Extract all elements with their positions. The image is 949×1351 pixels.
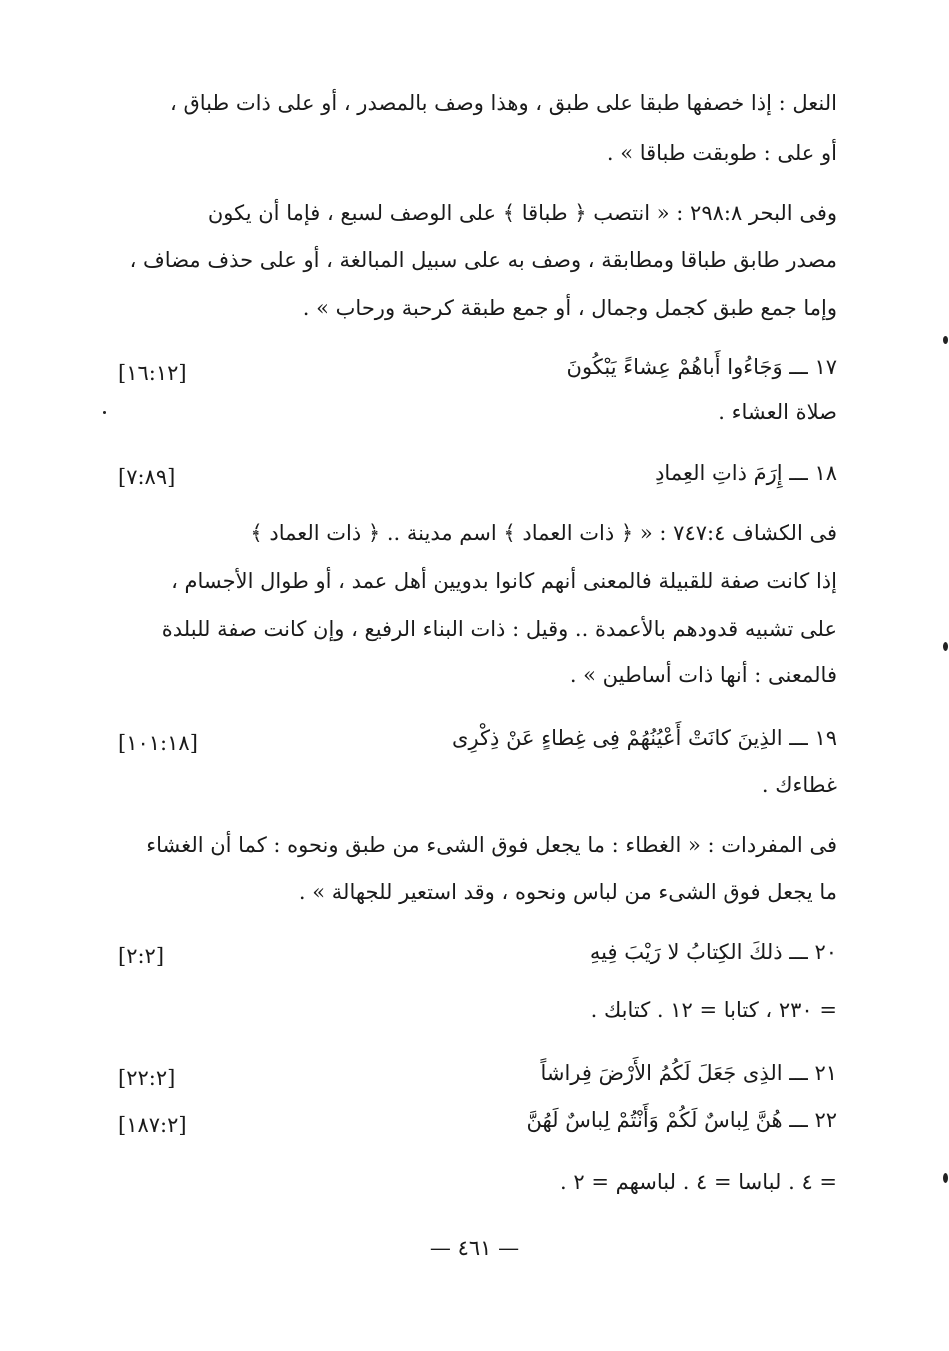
text-line: = ٢٣٠ ، كتابا = ١٢ . كتابك . xyxy=(590,998,837,1022)
text-line: فى الكشاف ٧٤٧:٤ : « ﴿ ذات العماد ﴾ اسم مدينة .. ﴿ ذات العماد ﴾ xyxy=(250,521,837,545)
verse-reference: [١٠١:١٨] xyxy=(118,731,198,755)
text-line: على تشبيه قدودهم بالأعمدة .. وقيل : ذات البناء الرفيع ، وإن كانت صفة للبلدة xyxy=(161,617,837,641)
text-line: صلاة العشاء . xyxy=(718,400,837,424)
verse-line: ١٩ ـــ الذِينَ كانَتْ أَعْيُنُهُمْ فِى غِطاءٍ عَنْ ذِكْرِى xyxy=(452,726,837,750)
verse-reference: [١٨٧:٢] xyxy=(118,1113,187,1137)
page-number: — ٤٦١ — xyxy=(429,1236,520,1260)
verse-reference: [٧:٨٩] xyxy=(118,465,176,489)
text-line: غطاءك . xyxy=(761,773,837,797)
scan-speck xyxy=(943,336,948,344)
verse-reference: [١٦:١٢] xyxy=(118,361,187,385)
verse-reference: [٢٢:٢] xyxy=(118,1066,176,1090)
verse-line: ٢١ ـــ الذِى جَعَلَ لَكُمُ الأَرْضَ فِراشاً xyxy=(540,1061,837,1085)
text-line: فالمعنى : أنها ذات أساطين » . xyxy=(569,663,837,687)
text-line: مصدر طابق طباقا ومطابقة ، وصف به على سبيل المبالغة ، أو على حذف مضاف ، xyxy=(129,248,837,272)
text-line: وإما جمع طبق كجمل وجمال ، أو جمع طبقة كرحبة ورحاب » . xyxy=(302,296,837,320)
verse-reference: [٢:٢] xyxy=(118,944,165,968)
text-line: وفى البحر ٢٩٨:٨ : « انتصب ﴿ طباقا ﴾ على الوصف لسبع ، فإما أن يكون xyxy=(207,201,837,225)
scan-speck xyxy=(943,642,948,651)
scan-speck xyxy=(103,411,106,414)
text-line: النعل : إذا خصفها طبقا على طبق ، وهذا وصف بالمصدر ، أو على ذات طباق ، xyxy=(170,91,837,115)
text-line: ما يجعل فوق الشىء من لباس ونحوه ، وقد استعير للجهالة » . xyxy=(298,880,837,904)
text-line: = ٤ . لباسا = ٤ . لباسهم = ٢ . xyxy=(560,1170,837,1194)
text-line: فى المفردات : « الغطاء : ما يجعل فوق الشىء من طبق ونحوه : كما أن الغشاء xyxy=(146,833,837,857)
verse-line: ٢٢ ـــ هُنَّ لِباسٌ لَكُمْ وَأَنْتُمْ لِباسٌ لَهُنَّ xyxy=(526,1108,837,1132)
verse-line: ١٧ ـــ وَجَاءُوا أَباهُمْ عِشاءً يَبْكُونَ xyxy=(566,355,837,379)
text-line: إذا كانت صفة للقبيلة فالمعنى أنهم كانوا بدويين أهل عمد ، أو طوال الأجسام ، xyxy=(171,569,837,593)
verse-line: ٢٠ ـــ ذلكَ الكِتابُ لا رَيْبَ فِيهِ xyxy=(589,940,837,964)
scan-speck xyxy=(943,1173,948,1183)
verse-line: ١٨ ـــ إِرَمَ ذاتِ العِمادِ xyxy=(655,461,837,485)
text-line: أو على : طوبقت طباقا » . xyxy=(606,141,837,165)
